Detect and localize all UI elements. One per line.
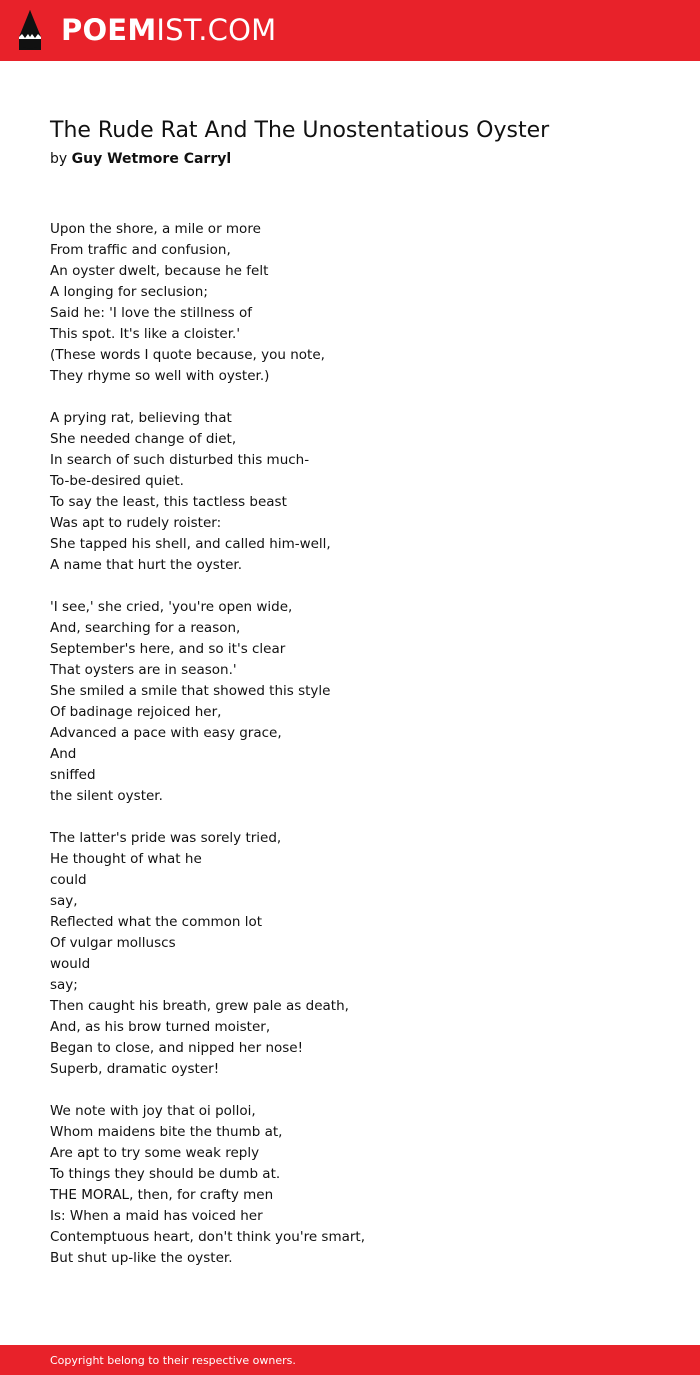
poem-line: Advanced a pace with easy grace, xyxy=(50,725,282,741)
poem-line: Superb, dramatic oyster! xyxy=(50,1061,220,1077)
poem-line: And xyxy=(50,746,77,762)
poem-line: Of badinage rejoiced her, xyxy=(50,704,222,720)
pencil-tip-icon xyxy=(18,9,42,51)
poem-line: A prying rat, believing that xyxy=(50,410,232,426)
poem-line: Was apt to rudely roister: xyxy=(50,515,222,531)
poem-line: But shut up-like the oyster. xyxy=(50,1250,233,1266)
poem-line: A name that hurt the oyster. xyxy=(50,557,242,573)
poem-stanza xyxy=(50,219,650,387)
poem-line: Of vulgar molluscs xyxy=(50,935,176,951)
poem-line: Are apt to try some weak reply xyxy=(50,1145,260,1161)
poem-line: would xyxy=(50,956,91,972)
author-name: Guy Wetmore Carryl xyxy=(71,151,232,167)
poem-line: This spot. It's like a cloister.' xyxy=(50,326,241,342)
site-logo-text xyxy=(61,9,276,51)
poem-line: Reflected what the common lot xyxy=(50,914,263,930)
poem-line: 'I see,' she cried, 'you're open wide, xyxy=(50,599,293,615)
poem-line: (These words I quote because, you note, xyxy=(50,347,325,363)
copyright-text: Copyright belong to their respective owners. xyxy=(50,1354,296,1367)
poem-line: And, as his brow turned moister, xyxy=(50,1019,271,1035)
poem-line: In search of such disturbed this much- xyxy=(50,452,310,468)
poem-line: We note with joy that oi polloi, xyxy=(50,1103,256,1119)
poem-line: She needed change of diet, xyxy=(50,431,237,447)
poem-body xyxy=(50,219,650,1290)
poem-line: And, searching for a reason, xyxy=(50,620,241,636)
poem-line: To things they should be dumb at. xyxy=(50,1166,281,1182)
site-logo-link[interactable] xyxy=(18,9,276,51)
site-footer xyxy=(0,1345,700,1375)
poem-line: That oysters are in season.' xyxy=(50,662,237,678)
poem-line: A longing for seclusion; xyxy=(50,284,208,300)
poem-line: Said he: 'I love the stillness of xyxy=(50,305,252,321)
poem-line: could xyxy=(50,872,87,888)
poem-line: They rhyme so well with oyster.) xyxy=(50,368,270,384)
by-label: by xyxy=(50,151,68,167)
poem-line: the silent oyster. xyxy=(50,788,163,804)
poem-line: To say the least, this tactless beast xyxy=(50,494,287,510)
poem-line: September's here, and so it's clear xyxy=(50,641,286,657)
poem-line: say; xyxy=(50,977,78,993)
poem-line: The latter's pride was sorely tried, xyxy=(50,830,282,846)
poem-line: Whom maidens bite the thumb at, xyxy=(50,1124,283,1140)
poem-stanza xyxy=(50,828,650,1080)
poem-line: say, xyxy=(50,893,78,909)
poem-line: THE MORAL, then, for crafty men xyxy=(50,1187,274,1203)
logo-bold-part: POEM xyxy=(61,13,157,47)
poem-line: Contemptuous heart, don't think you're smart, xyxy=(50,1229,366,1245)
logo-light-part: IST.COM xyxy=(156,13,277,47)
poem-line: To-be-desired quiet. xyxy=(50,473,184,489)
poem-byline xyxy=(50,149,231,169)
poem-line: Began to close, and nipped her nose! xyxy=(50,1040,304,1056)
site-header xyxy=(0,0,700,61)
poem-line: Is: When a maid has voiced her xyxy=(50,1208,263,1224)
poem-line: Upon the shore, a mile or more xyxy=(50,221,261,237)
poem-line: From traffic and confusion, xyxy=(50,242,231,258)
poem-stanza xyxy=(50,408,650,576)
poem-title: The Rude Rat And The Unostentatious Oyster xyxy=(50,118,550,143)
poem-line: She tapped his shell, and called him-well, xyxy=(50,536,331,552)
poem-stanza xyxy=(50,597,650,807)
poem-line: He thought of what he xyxy=(50,851,202,867)
poem-line: An oyster dwelt, because he felt xyxy=(50,263,269,279)
poem-line: She smiled a smile that showed this style xyxy=(50,683,331,699)
poem-stanza xyxy=(50,1101,650,1269)
poem-line: Then caught his breath, grew pale as death, xyxy=(50,998,349,1014)
poem-line: sniffed xyxy=(50,767,96,783)
